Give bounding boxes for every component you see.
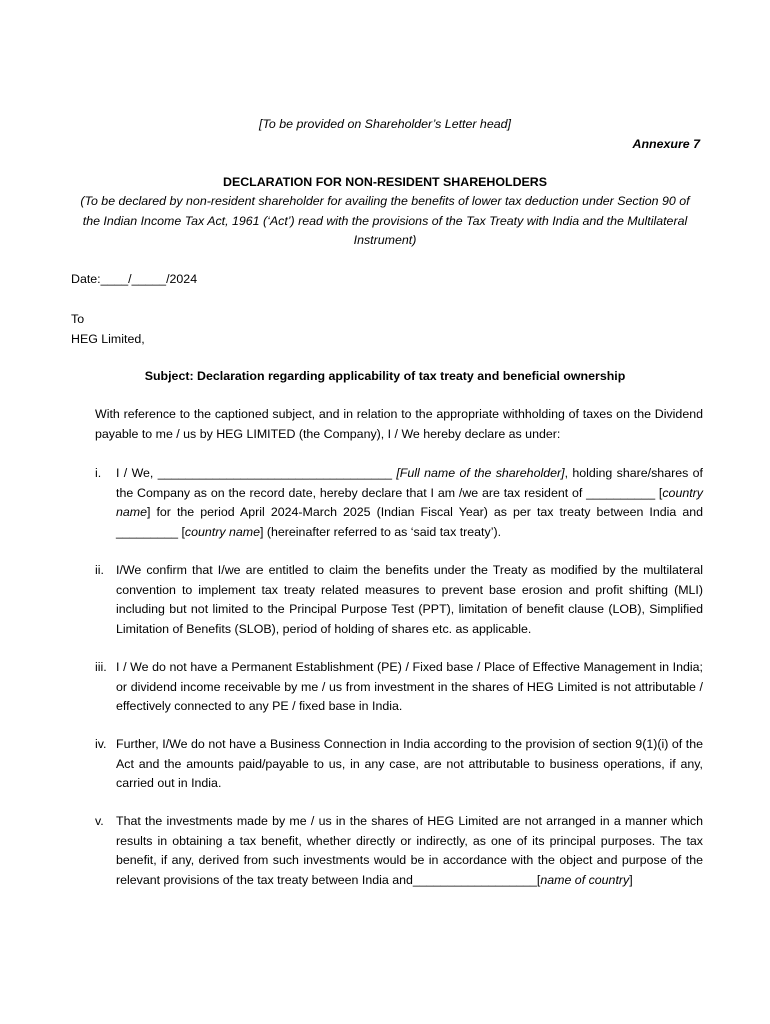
addressee	[71, 310, 145, 349]
item-number: iii.	[95, 660, 107, 674]
declaration-item-i	[95, 464, 703, 542]
item-number: ii.	[95, 563, 104, 577]
item-number: i.	[95, 466, 102, 480]
declaration-item-ii	[95, 561, 703, 639]
item-text: I/We confirm that I/we are entitled to claim the benefits under the Treaty as modified by the multilateral convention to implement tax treaty related measures to prevent base erosion and profit shifting (MLI) including but not limited to the Principal Purpose Test (PPT), limitation of benefit clause (LOB), Simplified Limitation of Benefits (SLOB), period of holding of shares etc. as applicable.	[116, 563, 703, 636]
declaration-item-iv	[95, 735, 703, 794]
declaration-subtitle	[40, 192, 730, 251]
subtitle-line: the Indian Income Tax Act, 1961 (‘Act’) read with the provisions of the Tax Treaty with India and the Multilateral	[82, 213, 688, 228]
item-number: iv.	[95, 737, 107, 751]
addressee-to: To	[71, 312, 85, 326]
item-number: v.	[95, 814, 104, 828]
declaration-item-iii	[95, 658, 703, 717]
item-text: Further, I/We do not have a Business Connection in India according to the provision of section 9(1)(i) of the Act and the amounts paid/payable to us, in any case, are not attributable to business operations, if any, carried out in India.	[116, 737, 703, 790]
item-text: I / We do not have a Permanent Establishment (PE) / Fixed base / Place of Effective Management in India; or dividend income receivable by me / us from investment in the shares of HEG Limited is not attributable / effectively connected to any PE / fixed base in India.	[116, 660, 703, 713]
subject-line: Subject: Declaration regarding applicability of tax treaty and beneficial ownership	[144, 369, 626, 383]
declaration-heading: DECLARATION FOR NON-RESIDENT SHAREHOLDERS	[223, 175, 547, 189]
annexure-label: Annexure 7	[632, 137, 700, 151]
subtitle-line: (To be declared by non-resident shareholder for availing the benefits of lower tax deduction under Section 90 of	[80, 194, 690, 208]
intro-paragraph: With reference to the captioned subject, and in relation to the appropriate withholding of taxes on the Dividend payable to me / us by HEG LIMITED (the Company), I / We hereby declare as under:	[95, 407, 703, 441]
subtitle-line: Instrument)	[353, 233, 417, 247]
date-line: Date:____/_____/2024	[71, 272, 198, 286]
letterhead-note: [To be provided on Shareholder’s Letter head]	[259, 117, 511, 131]
item-text: That the investments made by me / us in the shares of HEG Limited are not arranged in a manner which results in obtaining a tax benefit, whether directly or indirectly, as one of its principal purposes. The tax benefit, if any, derived from such investments would be in accordance with the object and purpose of the relevant provisions of the tax treaty between India and__________________[name of country]	[116, 814, 703, 887]
item-text: I / We, __________________________________ [Full name of the shareholder], holding share/shares of the Company as on the record date, hereby declare that I am /we are tax resident of __________ [country name] for the period April 2024-March 2025 (Indian Fiscal Year) as per tax treaty between India and _________ [country name] (hereinafter referred to as ‘said tax treaty’).	[116, 466, 703, 539]
addressee-company: HEG Limited,	[71, 331, 145, 346]
declaration-item-v	[95, 812, 703, 890]
